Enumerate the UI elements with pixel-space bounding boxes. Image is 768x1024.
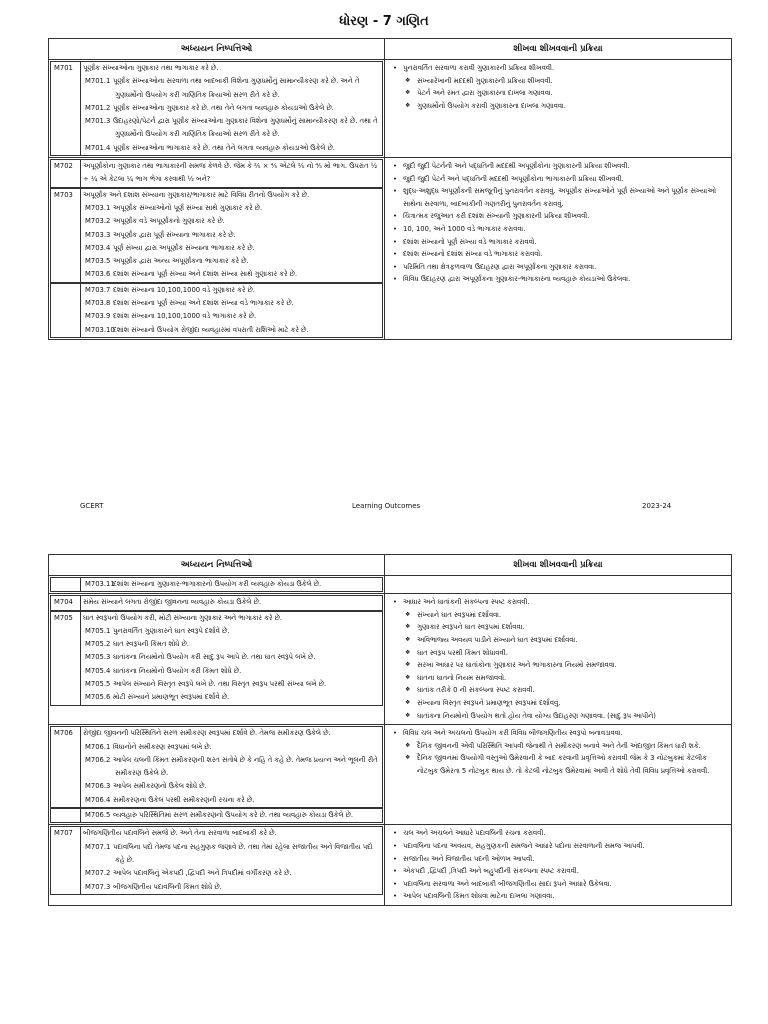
process-item: • વિવિધ ઉદાહરણ દ્વારા અપૂર્ણાંકના ગુણાકાર-ભાગાકારના વ્યવહારુ કોયડાઓ ઉકેલવા. (391, 273, 727, 286)
table-row (49, 594, 732, 725)
sub-outcome: M701.2 પૂર્ણાંક સંખ્યાઓના ગુણાકાર કરે છે. તથા તેને લગતા વ્યવહારુ કોયડાઓ ઉકેલે છે. (85, 103, 334, 112)
process-subitem: ❖ દૈનિક જીવનમાં ઉપયોગી વસ્તુઓ ઉમેરવાની કે બાદ કરવાની પ્રવૃત્તિઓ કરાવવી જેમ કે 3 નોટબુકમાં કેટલીક નોટબુક ઉમેરતા 5 નોટબુક થાય છે. તો કેટલી નોટબુક ઉમેરવામાં આવી તે શોધે તેવી વિવિધ પ્રવૃત્તિઓ કરાવવી. (391, 752, 727, 777)
sub-outcome: M701.1 પૂર્ણાંક સંખ્યાઓના સરવાળા તથા બાદબાકી વિશેના ગુણધર્મોનું સામાન્યીકરણ કરે છે. અને તે ગુણધર્મોનો ઉપયોગ કરી ગાણિતિક ક્રિયાઓ સરળ રીતે કરે છે. (85, 77, 360, 99)
process-subitem: ❖ ઘાતના ઘાતનો નિયમ સમજાવવો. (391, 672, 727, 685)
process-item: • આધાર અને ઘાતાંકની સંકલ્પના સ્પષ્ટ કરાવવી. (391, 596, 727, 609)
process-item: • પદાવલિના સરવાળા અને બાદબાકી બીજગણિતીય સાદા રૂપને આધારે ઉકેલવા. (391, 878, 727, 891)
outcome-code: M705 (51, 611, 81, 705)
process-item: • જુદી જુદી પેટર્નની અને પદ્ધતિની મદદથી અપૂર્ણાંકોના ગુણાકારની પ્રક્રિયા શીખવવી. (391, 160, 727, 173)
process-item: • પરિમિતિ તથા ક્ષેત્રફળવાળા ઉદાહરણ દ્વારા અપૂર્ણાંકના ગુણાકાર કરાવવા. (391, 261, 727, 274)
footer-left: GCERT (80, 502, 104, 510)
sub-outcome: M705.1 પુનરાવર્તિત ગુણાકારને ઘાત સ્વરૂપે દર્શાવે છે. (85, 626, 230, 635)
process-subitem: ❖ સંખ્યાના વિસ્તૃત સ્વરૂપને પ્રમાણભૂત સ્વરૂપમાં દર્શાવવું. (391, 697, 727, 710)
header-outcomes: અધ્યયન નિષ્પત્તિઓ (49, 555, 385, 576)
outcome-main: બીજગણિતીય પદાવલિને સમજે છે. અને તેના સરવાળા બાદબાકી કરે છે. (83, 829, 277, 838)
outcome-code: M706 (51, 727, 81, 808)
process-subitem: ❖ ઘાત સ્વરૂપ પરથી કિંમત શોધાવવી. (391, 647, 727, 660)
sub-outcome: M701.4 પૂર્ણાંક સંખ્યાઓના ભાગાકાર કરે છે. તથા તેને લગતા વ્યવહારુ કોયડાઓ ઉકેલે છે. (85, 143, 335, 152)
sub-outcome: M701.3 ઉદાહરણો/પેટર્ન દ્વારા પૂર્ણાંક સંખ્યાઓના ગુણાકાર વિશેના ગુણધર્મોનું સામાન્યીકરણ કરે છે. તથા તે ગુણધર્મોનો ઉપયોગ કરી ગાણિતિક ક્રિયાઓ સરળ રીતે કરે છે. (85, 117, 378, 139)
sub-outcome: M706.1 વિધાનોને સમીકરણ સ્વરૂપમાં લખે છે. (85, 742, 212, 751)
sub-outcome: M706.3 આપેલ સમીકરણનો ઉકેલ શોધે છે. (85, 782, 207, 791)
table-row (49, 576, 732, 594)
process-item: • એકપદી ,દ્વિપદી ,ત્રિપદી અને બહુપદીની સંકલ્પના સ્પષ્ટ કરાવવી. (391, 865, 727, 878)
process-subitem: ❖ સરખા આધાર પર ઘાતાંકોના ગુણાકાર અને ભાગાકારના નિયમો સમજાવવા. (391, 659, 727, 672)
sub-outcome: M706.5 વ્યવહારુ પરિસ્થિતિમાં સરળ સમીકરણનો ઉપયોગ કરે છે. તથા વ્યવહારુ કોયડા ઉકેલે છે. (85, 811, 354, 820)
process-subitem: ❖ અવિભાજ્ય અવયવ પાડીને સંખ્યાને ઘાત સ્વરૂપમાં દર્શાવવા. (391, 634, 727, 647)
outcome-main: અપૂર્ણાંકોના ગુણાકાર તથા ભાગાકારની સમજ કેળવે છે. જેમ કે ⅖ × ⅘ એટલે ⅖ નો ⅘ મો ભાગ. ઉપરાંત ½ ÷ ¼ એ કેટલા ¼ ભાગ ભેગા કરવાથી ½ બને? (83, 162, 378, 184)
sub-outcome: M703.11દશાંશ સંખ્યાના ગુણાકાર-ભાગાકારનો ઉપયોગ કરી વ્યવહારુ કોયડા ઉકેલે છે. (85, 580, 322, 588)
process-subitem: ❖ ઘાતાંકના નિયમોનો ઉપયોગ થતો હોય તેવા યોગ્ય ઉદાહરણ ગણાવવા. (સાદુ રૂપ આપીને) (391, 710, 727, 723)
process-item: • દશાંશ સંખ્યાનો દશાંશ સંખ્યા વડે ભાગાકાર કરાવવો. (391, 248, 727, 261)
process-item: • સજાતીય અને વિજાતીય પદની ઓળખ આપવી. (391, 853, 727, 866)
sub-outcome: M703.5 અપૂર્ણાંક દ્વારા અન્ય અપૂર્ણાંકના ભાગાકાર કરે છે. (85, 257, 249, 266)
process-item: • જુદી જુદી પેટર્ન અને પદ્ધતિની મદદથી અપૂર્ણાંકોના ભાગાકારની પ્રક્રિયા શીખવવી. (391, 173, 727, 186)
process-item: • દશાંશ સંખ્યાનો પૂર્ણ સંખ્યા વડે ભાગાકાર કરાવવો. (391, 236, 727, 249)
process-item: • પદાવલિના પદના અવયવ, સહગુણકની સમજને આધારે પદોના સરવાળાની સમજ આપવી. (391, 840, 727, 853)
outcome-main: રોજીંદા જીવનની પરિસ્થિતિને સરળ સમીકરણ સ્વરૂપમાં દર્શાવે છે. તેમજ સમીકરણ ઉકેલે છે. (83, 729, 331, 738)
process-subitem: ❖ સંખ્યાને ઘાત સ્વરૂપમાં દર્શાવવા. (391, 609, 727, 622)
header-process: શીખવા શીખવવાની પ્રક્રિયા (385, 555, 732, 576)
sub-outcome: M707.1 પદાવલિના પદો તેમજ પદના સહગુણક જણાવે છે. તથા તેમાં રહેલા સજાતીય અને વિજાતીય પદો કહે છે. (85, 842, 373, 864)
sub-outcome: M705.3 ઘાતાંકના નિયમોનો ઉપયોગ કરી સાદુ રૂપ આપે છે. તથા ઘાત સ્વરૂપે લખે છે. (85, 653, 316, 662)
header-outcomes: અધ્યયન નિષ્પત્તિઓ (49, 39, 385, 60)
page-title: ધોરણ - 7 ગણિત (339, 14, 429, 29)
process-subitem: ❖ ઘાતાંક તરીકે 0 ની સંકલ્પના સ્પષ્ટ કરાવવી. (391, 684, 727, 697)
sub-outcome: M703.1 અપૂર્ણાંક સંખ્યાઓનો પૂર્ણ સંખ્યા સાથે ગુણાકાર કરે છે. (85, 203, 263, 212)
sub-outcome: M707.3 બીજગણિતીય પદાવલિની કિંમત શોધે છે. (85, 882, 222, 891)
outcome-main: અપૂર્ણાંક અને દશાંશ સંખ્યાના ગુણાકાર/ભાગાકાર માટે વિવિધ રીતનો ઉપયોગ કરે છે. (83, 190, 310, 199)
process-item: • વિવિધ ચલ અને અચલનો ઉપયોગ કરી વિવિધ બીજગણિતીય સ્વરૂપો બનાવડાવવા. (391, 727, 727, 740)
process-item: • ચિત્રાત્મક રજુઆત કરી દશાંશ સંખ્યાની ગુણાકારની પ્રક્રિયા શીખવવી. (391, 210, 727, 223)
outcome-code: M704 (51, 596, 81, 610)
outcome-main: પૂર્ણાંક સંખ્યાઓના ગુણાકાર તથા ભાગાકાર કરે છે. (83, 64, 219, 72)
sub-outcome: M703.3 અપૂર્ણાંક દ્વારા પૂર્ણ સંખ્યાના ભાગાકાર કરે છે. (85, 230, 236, 239)
outcome-code: M701 (51, 62, 81, 156)
learning-outcomes-table-2 (48, 554, 732, 906)
process-item: • આપેલ પદાવલિની કિંમત શોધવા માટેના દાખલા ગણાવવા. (391, 890, 727, 903)
outcome-code: M702 (51, 160, 81, 188)
process-item: • 10, 100, અને 1000 વડે ભાગાકાર કરાવવા. (391, 223, 727, 236)
learning-outcomes-table-1 (48, 38, 732, 340)
outcome-code: M707 (51, 827, 81, 894)
outcome-main: સંમેય સંખ્યાને લગતા રોજીંદા જીવનના વ્યવહારુ કોયડા ઉકેલે છે. (83, 598, 262, 607)
process-item: • પુનરાવર્તિત સરવાળા કરાવી ગુણાકારની પ્રક્રિયા શીખવવી. (391, 62, 727, 75)
process-subitem: ❖ સંખ્યારેખાની મદદથી ગુણાકારની પ્રક્રિયા શીખવવી. (391, 75, 727, 88)
sub-outcome: M705.6 મોટી સંખ્યાને પ્રમાણભૂત સ્વરૂપમાં દર્શાવે છે. (85, 693, 230, 702)
process-subitem: ❖ ગુણધર્મોનો ઉપયોગ કરાવી ગુણાકારના દાખલા ગણાવવા. (391, 100, 727, 113)
process-item: • ચલ અને અચલને આધારે પદાવલિની રચના કરાવવી. (391, 827, 727, 840)
process-subitem: ❖ પેટર્ન અને રમત દ્વારા ગુણાકારના દાખલા ગણાવવા. (391, 87, 727, 100)
sub-outcome: M705.4 ઘાતાંકના નિયમોનો ઉપયોગ કરી કિંમત શોધે છે. (85, 666, 242, 675)
outcome-main: ઘાત સ્વરૂપનો ઉપયોગ કરી, મોટી સંખ્યાના ગુણાકાર અને ભાગાકાર કરે છે. (83, 613, 282, 622)
process-item: • શુદ્ધ-અશુદ્ધ અપૂર્ણાંકની સમજૂતીનું પુનરાવર્તન કરાવવું. અપૂર્ણાંક સંખ્યાઓને પૂર્ણ સંખ્યાઓ અને પૂર્ણાંક સંખ્યાઓ સાથેના સરવાળા, બાદબાકીની ગણતરીનું પુનરાવર્તન કરાવવું. (391, 185, 727, 210)
sub-outcome: M705.2 ઘાત સ્વરૂપની કિંમત શોધે છે. (85, 640, 189, 649)
sub-outcome: M706.4 સમીકરણના ઉકેલ પરથી સમીકરણની રચના કરે છે. (85, 795, 255, 804)
table-row (49, 158, 732, 340)
footer-right: 2023-24 (642, 502, 672, 510)
sub-outcome: M705.5 આપેલ સંખ્યાને વિસ્તૃત સ્વરૂપે લખે છે. તથા વિસ્તૃત સ્વરૂપ પરથી સંખ્યા લખે છે. (85, 680, 327, 689)
sub-outcome: M703.7 દશાંશ સંખ્યાના 10,100,1000 વડે ગુણાકાર કરે છે. (85, 285, 255, 294)
process-subitem: ❖ દૈનિક જીવનની એવી પરિસ્થિતિ આપવી જેનાથી તે સમીકરણ બનાવે અને તેની અંદાજીત કિંમત ધારી શકે. (391, 740, 727, 753)
table-row (49, 60, 732, 158)
outcome-code: M703 (51, 188, 81, 282)
sub-outcome: M703.4 પૂર્ણ સંખ્યા દ્વારા અપૂર્ણાંક સંખ્યાના ભાગાકાર કરે છે. (85, 243, 255, 252)
sub-outcome: M703.6 દશાંશ સંખ્યાના પૂર્ણ સંખ્યા અને દશાંશ સંખ્યા સાથે ગુણાકાર કરે છે. (85, 270, 298, 279)
sub-outcome: M703.2 અપૂર્ણાંક વડે અપૂર્ણાંકનો ગુણાકાર કરે છે. (85, 217, 225, 226)
sub-outcome: M706.2 આપેલ ચલની કિંમત સમીકરણની શરત સંતોષે છે કે નહિ તે કહે છે. તેમજ પ્રયત્ન અને ભૂલની રીતે સમીકરણ ઉકેલે છે. (85, 755, 378, 778)
footer-center: Learning Outcomes (352, 502, 421, 510)
sub-outcome: M703.10દશાંશ સંખ્યાનો ઉપયોગ રોજીંદા વ્યવહારમાં વપરાતી રાશિઓ માટે કરે છે. (85, 325, 309, 334)
sub-outcome: M703.9 દશાંશ સંખ્યાના 10,100,1000 વડે ભાગાકાર કરે છે. (85, 312, 257, 321)
header-process: શીખવા શીખવવાની પ્રક્રિયા (385, 39, 732, 60)
sub-outcome: M703.8 દશાંશ સંખ્યાના પૂર્ણ સંખ્યા અને દશાંશ સંખ્યા વડે ભાગાકાર કરે છે. (85, 299, 294, 308)
table-row (49, 825, 732, 906)
process-subitem: ❖ ગુણાકાર સ્વરૂપને ઘાત સ્વરૂપમાં દર્શાવવા. (391, 621, 727, 634)
table-row (49, 725, 732, 825)
sub-outcome: M707.2 આપેલ પદાવલિનું એકપદી ,દ્વિપદી અને ત્રિપદીમાં વર્ગીકરણ કરે છે. (85, 869, 292, 878)
